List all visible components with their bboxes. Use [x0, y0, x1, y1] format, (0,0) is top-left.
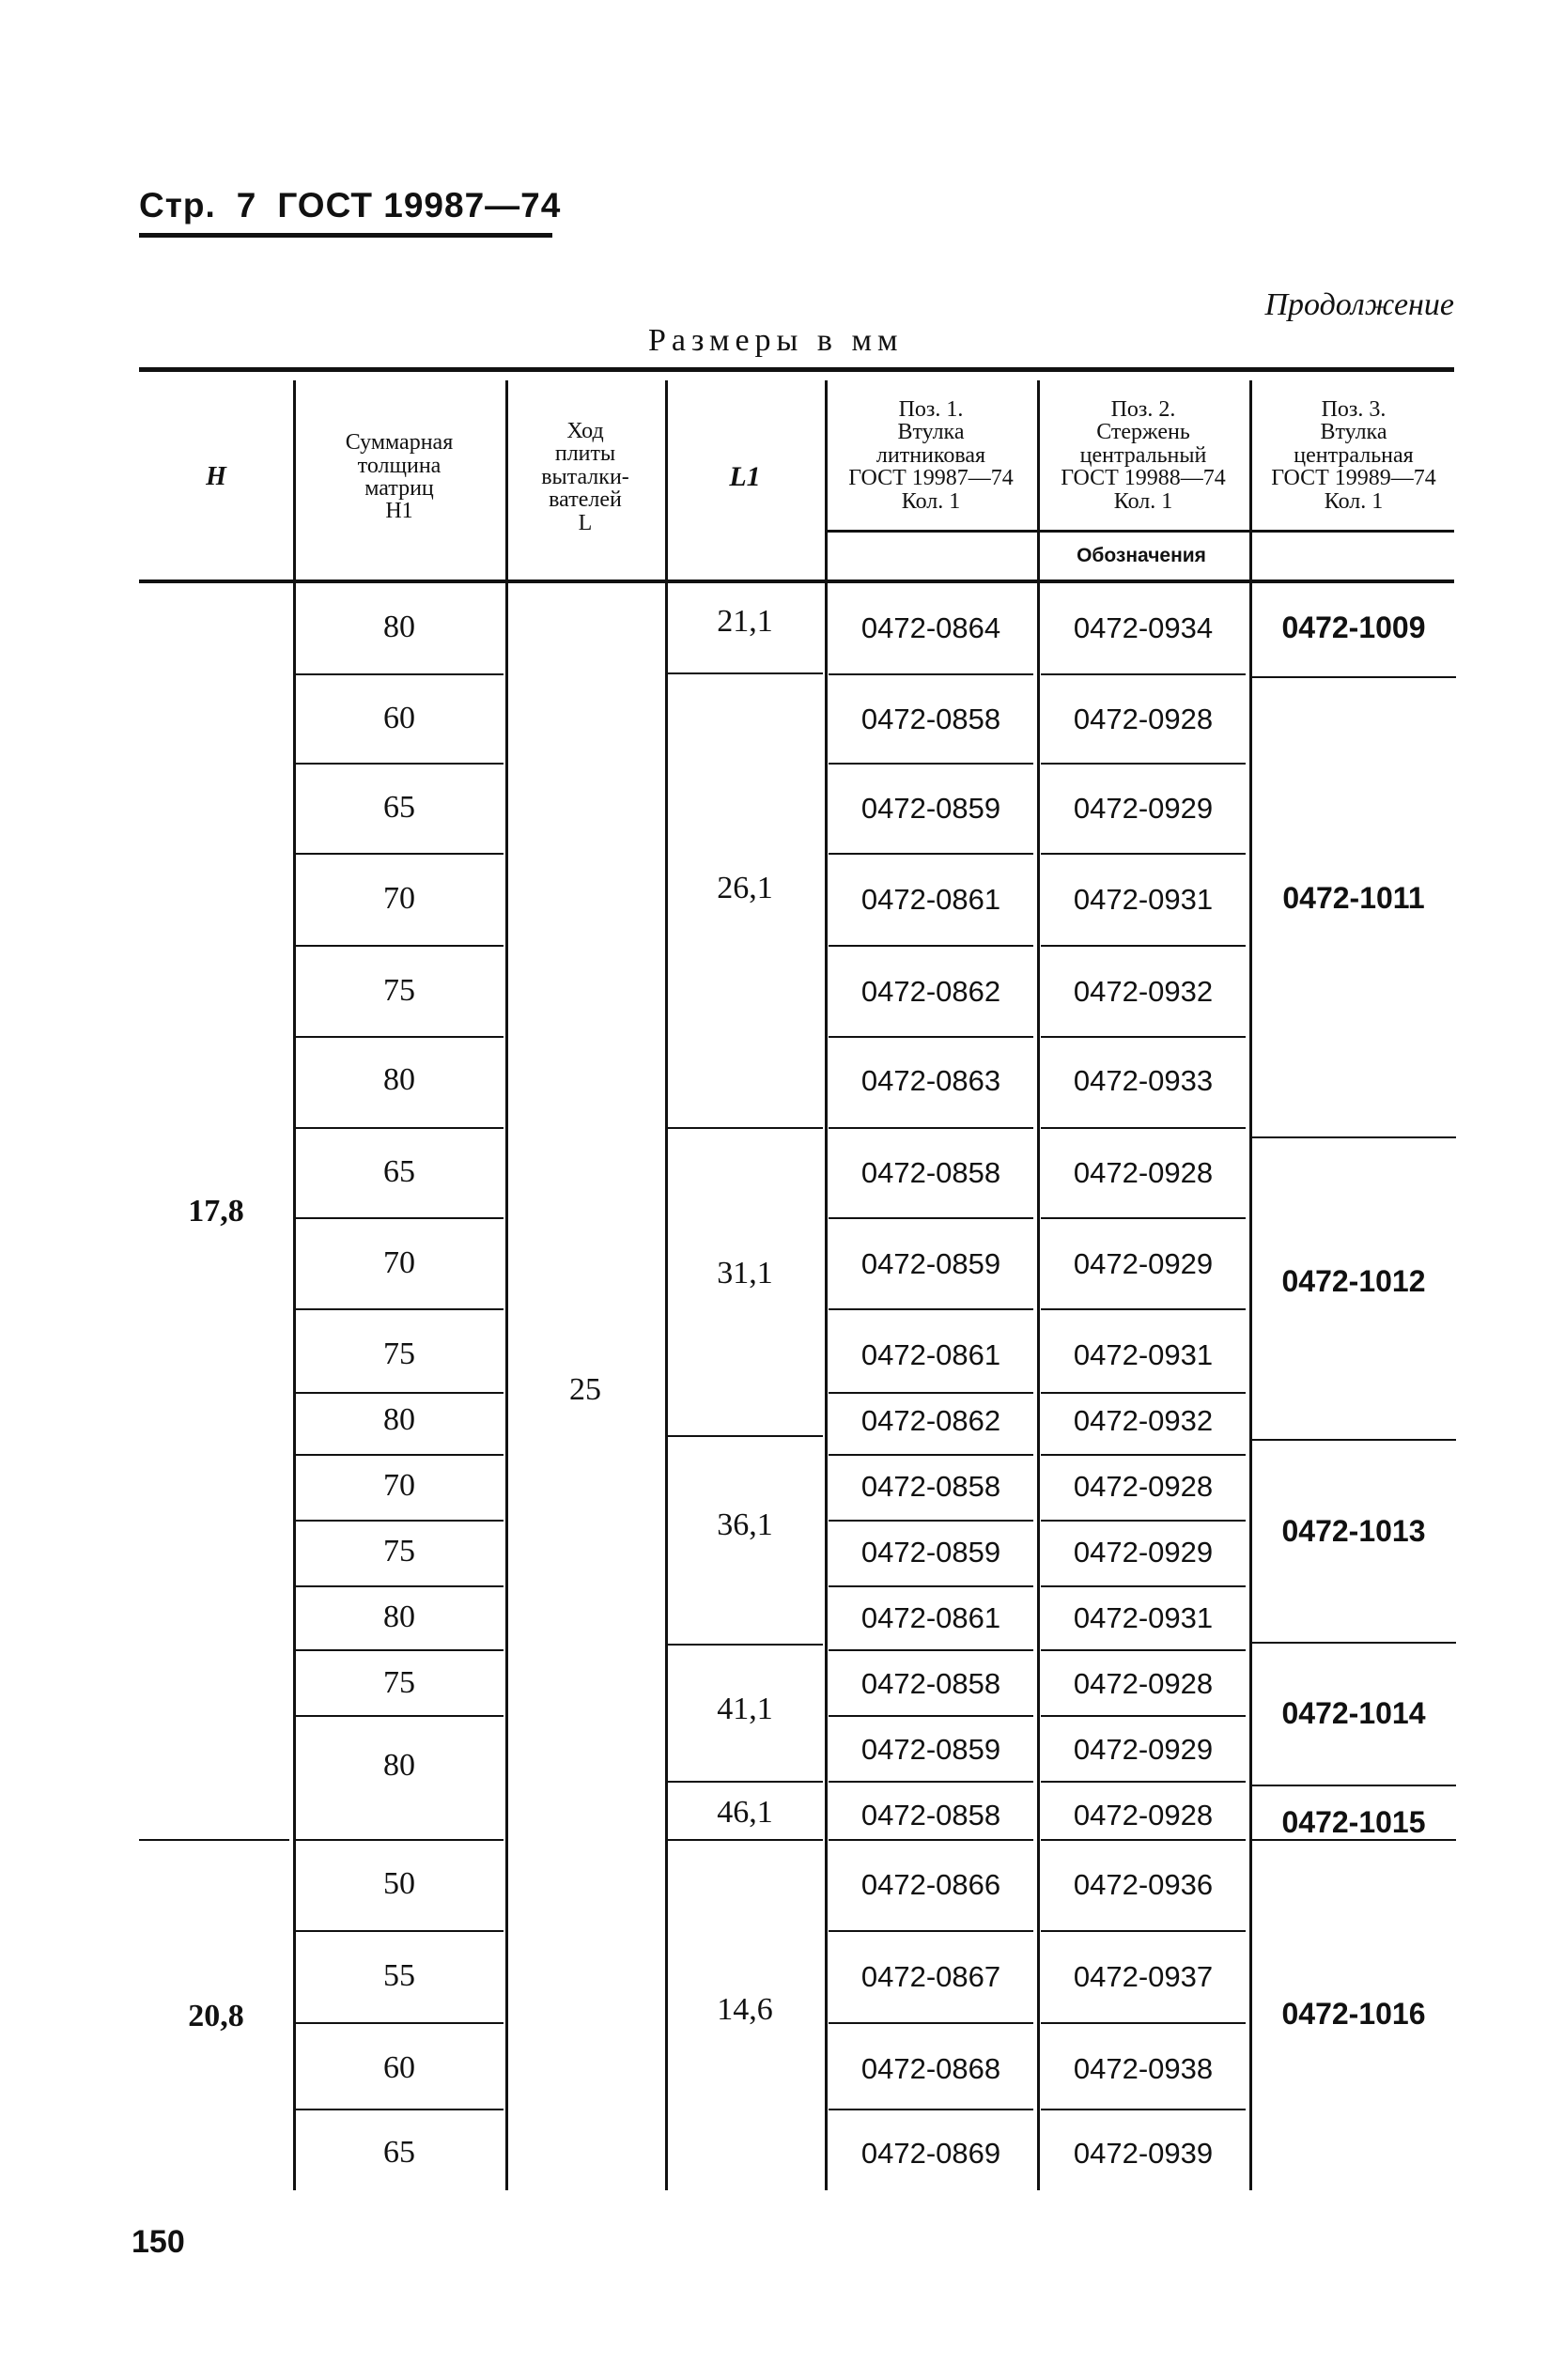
group-rule: [1251, 1136, 1456, 1138]
pos2-code: 0472-0929: [1073, 791, 1214, 825]
row-rule: [295, 763, 504, 765]
pos3-code: 0472-1013: [1281, 1514, 1426, 1548]
pos1-code: 0472-0859: [860, 1732, 1001, 1766]
pos2-code: 0472-0928: [1073, 1155, 1214, 1189]
pos3-code: 0472-1015: [1281, 1805, 1426, 1839]
column-rule: [665, 380, 668, 2190]
h1-value: 50: [383, 1866, 415, 1901]
row-rule: [1041, 1036, 1246, 1038]
h1-value: 65: [383, 1154, 415, 1189]
row-rule: [829, 763, 1033, 765]
column-rule: [1037, 380, 1040, 2190]
pos2-code: 0472-0934: [1073, 610, 1214, 644]
pos1-code: 0472-0858: [860, 1155, 1001, 1189]
l1-value: 14,6: [717, 1992, 773, 2027]
h1-value: 80: [383, 610, 415, 644]
row-rule: [295, 1839, 504, 1841]
pos2-code: 0472-0931: [1073, 882, 1214, 916]
h1-value: 80: [383, 1748, 415, 1783]
col-header-h1: Суммарная толщина матриц H1: [345, 430, 454, 524]
h1-value: 65: [383, 790, 415, 825]
h1-value: 70: [383, 1468, 415, 1503]
row-rule: [295, 945, 504, 947]
row-rule: [295, 1454, 504, 1456]
row-rule: [295, 2109, 504, 2110]
page-label: Стр.: [139, 186, 216, 224]
row-rule: [1041, 1839, 1246, 1841]
row-rule: [1041, 673, 1246, 675]
h1-value: 75: [383, 1337, 415, 1371]
row-rule: [295, 1715, 504, 1717]
row-rule: [829, 1454, 1033, 1456]
l1-value: 41,1: [717, 1692, 773, 1726]
pos2-code: 0472-0933: [1073, 1063, 1214, 1097]
designations-header: Обозначения: [1077, 545, 1206, 567]
h-value-17-8: 17,8: [188, 1194, 244, 1229]
pos2-code: 0472-0936: [1073, 1867, 1214, 1901]
pos3-code: 0472-1012: [1281, 1264, 1426, 1298]
col-header-pos2: Поз. 2. Стержень центральный ГОСТ 19988—74 Кол. 1: [1061, 396, 1226, 514]
row-rule: [295, 1127, 504, 1129]
column-rule: [293, 380, 296, 2190]
row-rule: [295, 1930, 504, 1932]
row-rule: [1041, 763, 1246, 765]
pos1-code: 0472-0858: [860, 1666, 1001, 1700]
designations-rule: [827, 530, 1454, 533]
pos2-code: 0472-0932: [1073, 1403, 1214, 1437]
row-rule: [295, 673, 504, 675]
page-index: 7: [236, 186, 257, 224]
row-rule: [295, 1036, 504, 1038]
row-rule: [295, 1392, 504, 1394]
row-rule: [1041, 1649, 1246, 1651]
row-rule: [295, 1217, 504, 1219]
h1-value: 65: [383, 2135, 415, 2170]
col-header-l1: L1: [729, 460, 761, 492]
h1-value: 75: [383, 1534, 415, 1569]
row-rule: [829, 1520, 1033, 1522]
group-rule: [667, 1839, 823, 1841]
group-rule: [667, 1644, 823, 1646]
pos1-code: 0472-0858: [860, 702, 1001, 735]
col-header-pos1: Поз. 1. Втулка литниковая ГОСТ 19987—74 Кол. 1: [848, 396, 1014, 514]
pos1-code: 0472-0859: [860, 1535, 1001, 1569]
row-rule: [829, 1392, 1033, 1394]
row-rule: [1041, 1392, 1246, 1394]
pos1-code: 0472-0866: [860, 1867, 1001, 1901]
h1-value: 60: [383, 701, 415, 735]
row-rule: [1041, 945, 1246, 947]
pos2-code: 0472-0928: [1073, 1469, 1214, 1503]
h1-value: 80: [383, 1062, 415, 1097]
h1-value: 80: [383, 1402, 415, 1437]
continuation-label: Продолжение: [1264, 287, 1454, 322]
pos1-code: 0472-0862: [860, 1403, 1001, 1437]
row-rule: [295, 1520, 504, 1522]
pos1-code: 0472-0861: [860, 1337, 1001, 1371]
pos2-code: 0472-0928: [1073, 1798, 1214, 1831]
group-rule: [667, 1781, 823, 1783]
pos1-code: 0472-0869: [860, 2136, 1001, 2170]
row-rule: [1041, 1930, 1246, 1932]
row-rule: [1041, 1454, 1246, 1456]
row-rule: [829, 1217, 1033, 1219]
row-rule: [829, 1585, 1033, 1587]
row-rule: [829, 853, 1033, 855]
pos1-code: 0472-0858: [860, 1798, 1001, 1831]
group-rule: [1251, 1785, 1456, 1786]
group-rule: [1251, 1439, 1456, 1441]
col-header-pos3: Поз. 3. Втулка центральная ГОСТ 19989—74 Кол. 1: [1271, 396, 1436, 514]
row-rule: [295, 1649, 504, 1651]
pos1-code: 0472-0858: [860, 1469, 1001, 1503]
row-rule: [829, 2109, 1033, 2110]
h1-value: 75: [383, 1665, 415, 1700]
group-rule: [1251, 676, 1456, 678]
row-rule: [1041, 1520, 1246, 1522]
pos1-code: 0472-0867: [860, 1959, 1001, 1993]
row-rule: [1041, 1127, 1246, 1129]
h1-value: 70: [383, 881, 415, 916]
pos1-code: 0472-0859: [860, 1246, 1001, 1280]
pos2-code: 0472-0931: [1073, 1337, 1214, 1371]
l1-value: 31,1: [717, 1256, 773, 1290]
pos1-code: 0472-0868: [860, 2051, 1001, 2085]
h1-value: 55: [383, 1958, 415, 1993]
l1-value: 26,1: [717, 871, 773, 905]
column-rule: [825, 380, 828, 2190]
pos1-code: 0472-0859: [860, 791, 1001, 825]
pos2-code: 0472-0929: [1073, 1732, 1214, 1766]
col-header-h: H: [206, 461, 226, 491]
pos1-code: 0472-0861: [860, 1600, 1001, 1634]
group-rule: [667, 1127, 823, 1129]
pos2-code: 0472-0937: [1073, 1959, 1214, 1993]
h1-value: 60: [383, 2050, 415, 2085]
group-rule: [139, 1839, 289, 1841]
h-value-20-8: 20,8: [188, 1999, 244, 2033]
units-caption: Размеры в мм: [648, 323, 904, 358]
table-top-rule: [139, 367, 1454, 372]
row-rule: [829, 1036, 1033, 1038]
pos2-code: 0472-0929: [1073, 1246, 1214, 1280]
row-rule: [829, 1308, 1033, 1310]
pos3-code: 0472-1009: [1281, 610, 1426, 644]
row-rule: [1041, 1308, 1246, 1310]
group-rule: [667, 672, 823, 674]
row-rule: [1041, 1217, 1246, 1219]
standard-code: ГОСТ 19987—74: [277, 186, 562, 224]
page-number: 150: [132, 2224, 185, 2260]
row-rule: [295, 2022, 504, 2024]
row-rule: [829, 1781, 1033, 1783]
pos2-code: 0472-0928: [1073, 1666, 1214, 1700]
row-rule: [1041, 1781, 1246, 1783]
pos2-code: 0472-0938: [1073, 2051, 1214, 2085]
pos2-code: 0472-0939: [1073, 2136, 1214, 2170]
pos2-code: 0472-0929: [1073, 1535, 1214, 1569]
page-header: [139, 186, 561, 225]
group-rule: [1251, 1642, 1456, 1644]
row-rule: [829, 673, 1033, 675]
l1-value: 36,1: [717, 1507, 773, 1542]
row-rule: [1041, 2109, 1246, 2110]
l1-value: 21,1: [717, 604, 773, 639]
l1-value: 46,1: [717, 1795, 773, 1830]
row-rule: [1041, 2022, 1246, 2024]
h1-value: 75: [383, 973, 415, 1008]
pos3-code: 0472-1011: [1282, 881, 1425, 915]
l-value: 25: [569, 1372, 601, 1407]
column-rule: [505, 380, 508, 2190]
header-rule: [139, 233, 552, 238]
row-rule: [1041, 853, 1246, 855]
row-rule: [295, 1308, 504, 1310]
row-rule: [829, 1127, 1033, 1129]
row-rule: [1041, 1585, 1246, 1587]
column-rule: [1249, 380, 1252, 2190]
pos2-code: 0472-0928: [1073, 702, 1214, 735]
row-rule: [295, 853, 504, 855]
pos3-code: 0472-1016: [1281, 1997, 1426, 2031]
row-rule: [829, 945, 1033, 947]
pos1-code: 0472-0863: [860, 1063, 1001, 1097]
h1-value: 80: [383, 1600, 415, 1634]
row-rule: [829, 1715, 1033, 1717]
pos3-code: 0472-1014: [1281, 1696, 1426, 1730]
h1-value: 70: [383, 1245, 415, 1280]
row-rule: [829, 1839, 1033, 1841]
header-bottom-rule: [139, 580, 1454, 583]
row-rule: [829, 1649, 1033, 1651]
pos1-code: 0472-0861: [860, 882, 1001, 916]
pos1-code: 0472-0862: [860, 974, 1001, 1008]
pos2-code: 0472-0931: [1073, 1600, 1214, 1634]
pos2-code: 0472-0932: [1073, 974, 1214, 1008]
col-header-l: Ход плиты выталки- вателей L: [541, 418, 629, 535]
row-rule: [295, 1585, 504, 1587]
row-rule: [829, 1930, 1033, 1932]
row-rule: [829, 2022, 1033, 2024]
group-rule: [1251, 1839, 1456, 1841]
row-rule: [1041, 1715, 1246, 1717]
group-rule: [667, 1435, 823, 1437]
pos1-code: 0472-0864: [860, 610, 1001, 644]
